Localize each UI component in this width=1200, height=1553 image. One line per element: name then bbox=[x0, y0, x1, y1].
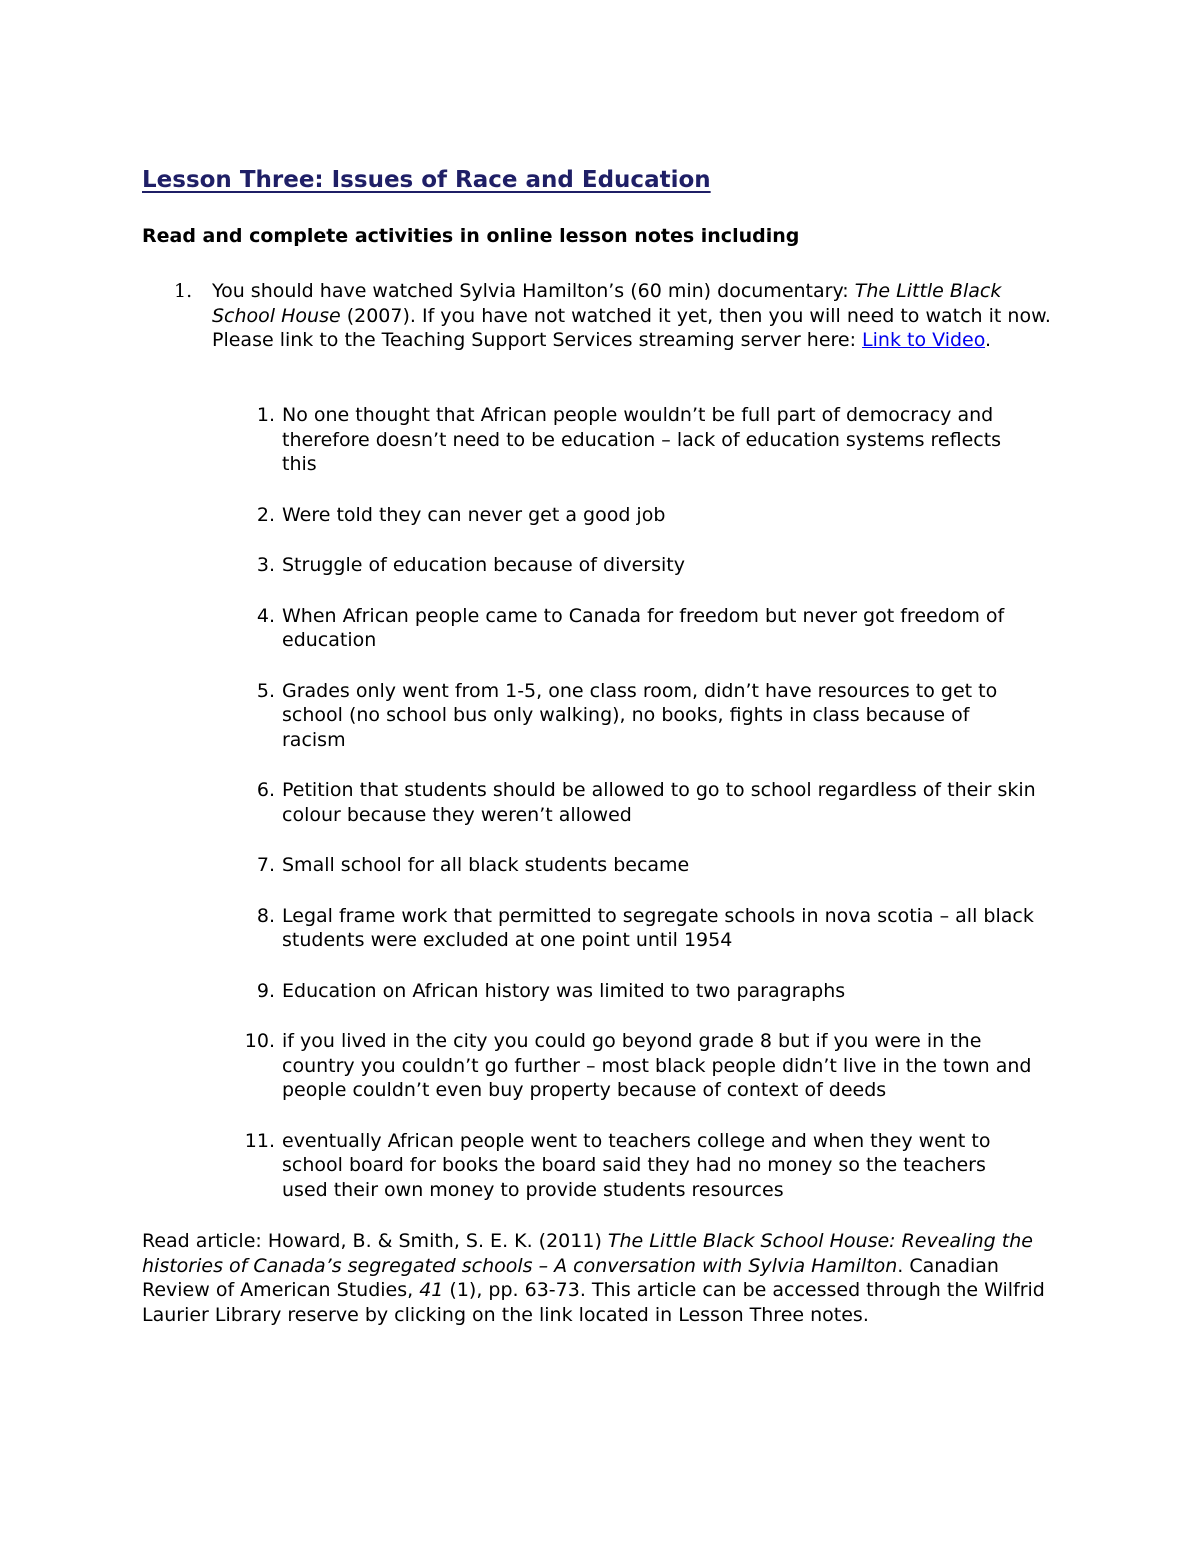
film-title: The Little Black School House bbox=[212, 280, 1002, 327]
instructions-heading: Read and complete activities in online lesson notes including bbox=[142, 225, 800, 247]
list-item bbox=[230, 1129, 1050, 1203]
outer-list-number: 1. bbox=[174, 280, 193, 302]
list-item-text: if you lived in the city you could go beyond grade 8 but if you were in the country you couldn’t go further – most black people didn’t live in the town and people couldn’t even buy property because of context of deeds bbox=[282, 1030, 1032, 1101]
article-text-part-a: Read article: Howard, B. & Smith, S. E. K. (2011) bbox=[142, 1230, 608, 1252]
list-item-text: Education on African history was limited to two paragraphs bbox=[282, 979, 846, 1002]
list-item-number: 4. bbox=[256, 604, 275, 627]
list-item-text: Struggle of education because of diversity bbox=[282, 554, 685, 576]
list-item-text: Small school for all black students became bbox=[282, 854, 690, 876]
list-item bbox=[230, 679, 1050, 753]
list-item bbox=[230, 1029, 1050, 1103]
list-item-text: When African people came to Canada for freedom but never got freedom of education bbox=[282, 604, 1005, 651]
list-item-text: Petition that students should be allowed to go to school regardless of their skin colour because they weren’t allowed bbox=[282, 779, 1036, 826]
list-item-number: 5. bbox=[256, 679, 275, 702]
article-volume: 41 bbox=[419, 1279, 444, 1301]
list-item-number: 7. bbox=[256, 854, 275, 876]
list-item-text: eventually African people went to teachers college and when they went to school board for books the board said they had no money so the teachers used their own money to provide students resources bbox=[282, 1129, 991, 1201]
list-item bbox=[230, 604, 1050, 653]
list-item-text: Legal frame work that permitted to segregate schools in nova scotia – all black students were excluded at one point until 1954 bbox=[282, 904, 1034, 951]
list-item-number: 10. bbox=[244, 1030, 275, 1052]
list-item-text: Were told they can never get a good job bbox=[282, 503, 666, 526]
list-item bbox=[230, 553, 1050, 578]
list-item-number: 8. bbox=[256, 904, 275, 927]
list-item-text: No one thought that African people wouldn’t be full part of democracy and therefore doesn’t need to be education – lack of education systems reflects this bbox=[282, 404, 1002, 475]
list-item-number: 1. bbox=[256, 404, 275, 426]
outer-text-part-c: . bbox=[985, 329, 992, 351]
outer-text-part-a: You should have watched Sylvia Hamilton’s (60 min) documentary: bbox=[212, 280, 855, 302]
list-item-number: 2. bbox=[256, 503, 275, 526]
list-item bbox=[230, 503, 1050, 528]
list-item-number: 11. bbox=[244, 1129, 275, 1152]
article-reference bbox=[142, 1229, 1052, 1327]
list-item bbox=[230, 403, 1050, 477]
outer-list-text bbox=[212, 279, 1052, 353]
notes-list bbox=[230, 403, 1050, 1228]
article-text-part-b: . Canadian Review of American Studies, bbox=[142, 1254, 999, 1301]
list-item-number: 3. bbox=[256, 554, 275, 576]
outer-list-item bbox=[142, 279, 1062, 353]
lesson-title: Lesson Three: Issues of Race and Education bbox=[142, 167, 711, 193]
article-text-part-c: (1), pp. 63-73. This article can be accessed through the Wilfrid Laurier Library reserve by clicking on the link located in Lesson Three notes. bbox=[142, 1279, 1045, 1326]
video-link[interactable]: Link to Video bbox=[862, 329, 986, 351]
outer-text-part-b: (2007). If you have not watched it yet, then you will need to watch it now. Please link to the Teaching Support Services streaming server here: bbox=[212, 304, 1051, 351]
list-item bbox=[230, 904, 1050, 953]
list-item bbox=[230, 778, 1050, 827]
list-item bbox=[230, 853, 1050, 878]
article-title: The Little Black School House: Revealing the histories of Canada’s segregated schools – A conversation with Sylvia Hamilton bbox=[142, 1230, 1033, 1277]
list-item-number: 6. bbox=[256, 779, 275, 801]
list-item-text: Grades only went from 1-5, one class room, didn’t have resources to get to school (no school bus only walking), no books, fights in class because of racism bbox=[282, 679, 998, 751]
list-item-number: 9. bbox=[256, 979, 275, 1002]
list-item bbox=[230, 979, 1050, 1004]
